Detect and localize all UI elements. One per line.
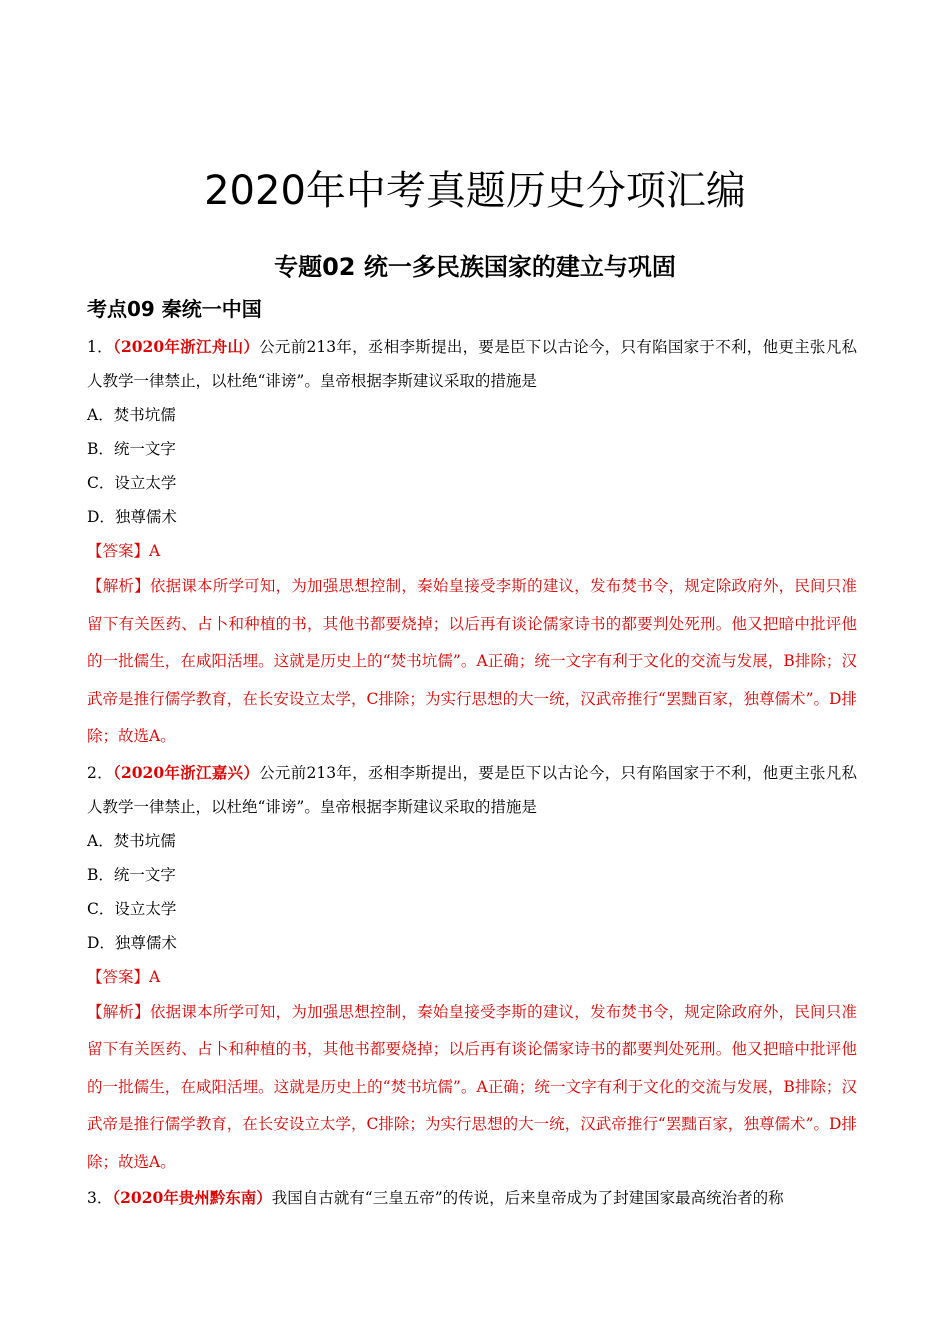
question-number: 2． — [87, 763, 113, 782]
question-source: （2020年浙江嘉兴） — [112, 762, 260, 782]
answer-label: 【答案】 — [87, 542, 150, 560]
question-number: 3． — [87, 1189, 113, 1207]
page-title: 2020年中考真题历史分项汇编 — [204, 167, 746, 214]
answer-value: A — [149, 542, 161, 560]
option-a: A．焚书坑儒 — [87, 406, 176, 424]
question-1 — [87, 330, 857, 756]
analysis — [87, 568, 857, 756]
option-d: D．独尊儒术 — [87, 933, 177, 952]
option-c: C．设立太学 — [87, 474, 177, 492]
analysis-text: 依据课本所学可知，为加强思想控制，秦始皇接受李斯的建议，发布焚书令，规定除政府外，民间只准留下有关医药、占卜和种植的书，其他书都要烧掉；以后再有谈论儒家诗书的都要判处死刑。他又把暗中批评他的一批儒生，在咸阳活埋。这就是历史上的“焚书坑儒”。A正确；统一文字有利于文化的交流与发展，B排除；汉武帝是推行儒学教育，在长安设立太学，C排除；为实行思想的大一统，汉武帝推行“罢黜百家，独尊儒术”。D排除；故选A。 — [87, 1002, 857, 1171]
answer-label: 【答案】 — [87, 967, 150, 986]
option-c: C．设立太学 — [87, 899, 177, 918]
analysis-text: 依据课本所学可知，为加强思想控制，秦始皇接受李斯的建议，发布焚书令，规定除政府外，民间只准留下有关医药、占卜和种植的书，其他书都要烧掉；以后再有谈论儒家诗书的都要判处死刑。他又把暗中批评他的一批儒生，在咸阳活埋。这就是历史上的“焚书坑儒”。A正确；统一文字有利于文化的交流与发展，B排除；汉武帝是推行儒学教育，在长安设立太学，C排除；为实行思想的大一统，汉武帝推行“罢黜百家，独尊儒术”。D排除；故选A。 — [87, 577, 857, 745]
option-a: A．焚书坑儒 — [87, 831, 176, 850]
question-2 — [87, 756, 857, 1182]
page-subtitle: 专题02 统一多民族国家的建立与巩固 — [274, 252, 676, 281]
answer — [87, 960, 857, 994]
question-text: 公元前213年，丞相李斯提出，要是臣下以古论今，只有陷国家于不利，他更主张凡私人教学一律禁止，以杜绝“诽谤”。皇帝根据李斯建议采取的措施是 — [87, 338, 857, 390]
content — [87, 292, 857, 1215]
question-text: 我国自古就有“三皇五帝”的传说，后来皇帝成为了封建国家最高统治者的称 — [271, 1189, 784, 1207]
analysis-label: 【解析】 — [87, 1002, 150, 1021]
question-3 — [87, 1181, 857, 1215]
question-text: 公元前213年，丞相李斯提出，要是臣下以古论今，只有陷国家于不利，他更主张凡私人教学一律禁止，以杜绝“诽谤”。皇帝根据李斯建议采取的措施是 — [87, 763, 857, 816]
question-stem — [87, 756, 857, 824]
option-b: B．统一文字 — [87, 865, 176, 884]
question-stem — [87, 1181, 857, 1215]
answer — [87, 534, 857, 568]
option-b: B．统一文字 — [87, 440, 176, 458]
question-source: （2020年贵州黔东南） — [112, 1188, 272, 1207]
question-stem — [87, 330, 857, 398]
analysis-label: 【解析】 — [87, 577, 150, 595]
option-d: D．独尊儒术 — [87, 508, 177, 526]
question-number: 1． — [87, 338, 113, 356]
section-title: 考点09 秦统一中国 — [87, 297, 262, 321]
answer-value: A — [149, 967, 161, 986]
question-source: （2020年浙江舟山） — [112, 337, 260, 356]
analysis — [87, 994, 857, 1182]
